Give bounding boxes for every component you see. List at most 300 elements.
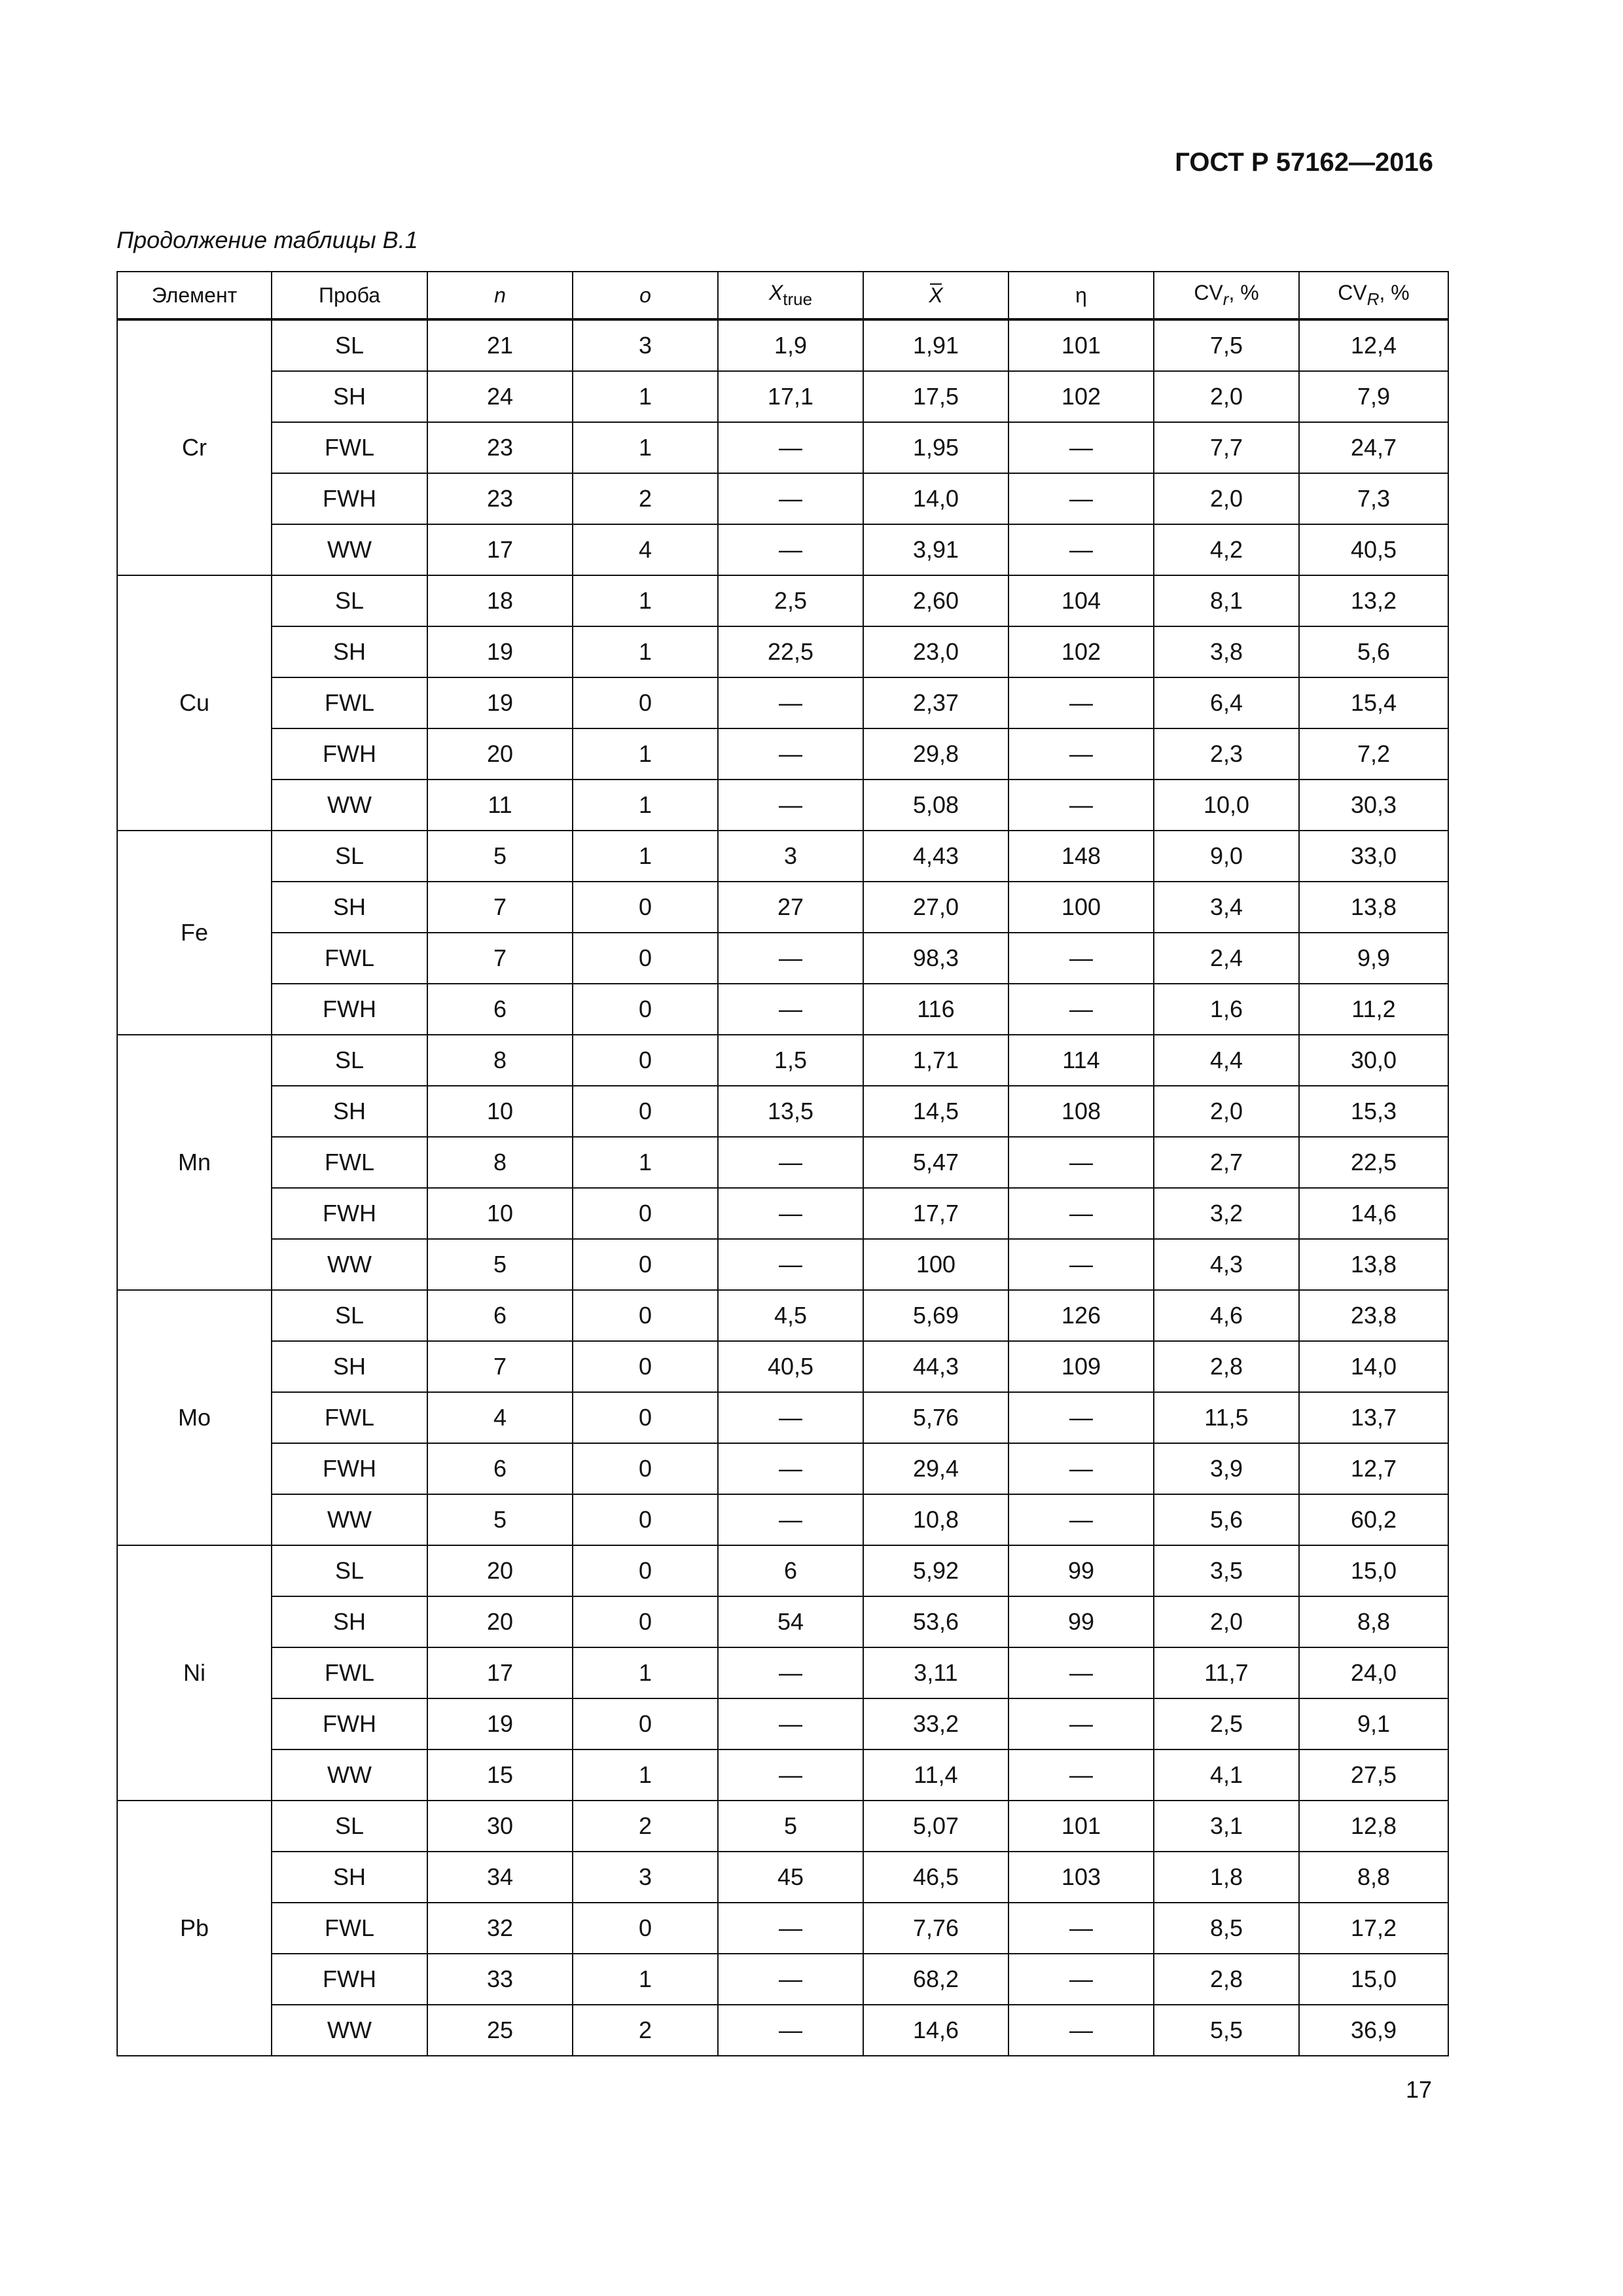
cvr-cell: 2,0 <box>1154 473 1299 524</box>
xtrue-cell: — <box>718 1188 863 1239</box>
xbar-cell: 5,47 <box>863 1137 1008 1188</box>
xtrue-cell: 40,5 <box>718 1341 863 1392</box>
xbar-cell: 1,71 <box>863 1035 1008 1086</box>
xtrue-cell: 13,5 <box>718 1086 863 1137</box>
o-cell: 1 <box>573 728 718 780</box>
eta-cell: — <box>1008 933 1154 984</box>
xbar-cell: 46,5 <box>863 1852 1008 1903</box>
sample-cell: FWH <box>272 1698 427 1749</box>
cvr-cell: 3,5 <box>1154 1545 1299 1596</box>
cvR-cell: 12,4 <box>1299 319 1448 371</box>
cvr-cell: 9,0 <box>1154 831 1299 882</box>
cvR-cell: 7,9 <box>1299 371 1448 422</box>
cvr-cell: 2,4 <box>1154 933 1299 984</box>
cvR-cell: 22,5 <box>1299 1137 1448 1188</box>
col-header-xbar-label: X <box>929 283 943 307</box>
sample-cell: WW <box>272 524 427 575</box>
n-cell: 17 <box>427 1647 573 1698</box>
n-cell: 25 <box>427 2005 573 2056</box>
xbar-cell: 68,2 <box>863 1954 1008 2005</box>
n-cell: 6 <box>427 984 573 1035</box>
xtrue-cell: — <box>718 1698 863 1749</box>
o-cell: 2 <box>573 473 718 524</box>
table-row <box>117 626 1448 677</box>
n-cell: 33 <box>427 1954 573 2005</box>
n-cell: 15 <box>427 1749 573 1801</box>
xtrue-cell: — <box>718 524 863 575</box>
sample-cell: SH <box>272 371 427 422</box>
cvR-cell: 27,5 <box>1299 1749 1448 1801</box>
n-cell: 23 <box>427 473 573 524</box>
cvR-cell: 5,6 <box>1299 626 1448 677</box>
xtrue-cell: — <box>718 933 863 984</box>
table-body <box>117 319 1448 2056</box>
o-cell: 0 <box>573 1341 718 1392</box>
eta-cell: 102 <box>1008 626 1154 677</box>
xbar-cell: 5,08 <box>863 780 1008 831</box>
xbar-cell: 23,0 <box>863 626 1008 677</box>
o-cell: 0 <box>573 677 718 728</box>
cvR-cell: 7,2 <box>1299 728 1448 780</box>
xtrue-cell: — <box>718 1239 863 1290</box>
cvr-cell: 10,0 <box>1154 780 1299 831</box>
xtrue-cell: — <box>718 473 863 524</box>
o-cell: 1 <box>573 626 718 677</box>
table-row <box>117 1392 1448 1443</box>
eta-cell: 126 <box>1008 1290 1154 1341</box>
xtrue-cell: — <box>718 1392 863 1443</box>
cvR-cell: 40,5 <box>1299 524 1448 575</box>
sample-cell: SH <box>272 1852 427 1903</box>
cvr-cell: 2,7 <box>1154 1137 1299 1188</box>
table-row <box>117 473 1448 524</box>
xtrue-cell: — <box>718 1903 863 1954</box>
sample-cell: FWL <box>272 1392 427 1443</box>
n-cell: 7 <box>427 1341 573 1392</box>
element-cell: Pb <box>117 1801 272 2056</box>
sample-cell: FWH <box>272 728 427 780</box>
o-cell: 0 <box>573 882 718 933</box>
n-cell: 11 <box>427 780 573 831</box>
cvr-cell: 11,7 <box>1154 1647 1299 1698</box>
xbar-cell: 14,6 <box>863 2005 1008 2056</box>
n-cell: 19 <box>427 1698 573 1749</box>
n-cell: 20 <box>427 1545 573 1596</box>
xbar-cell: 17,5 <box>863 371 1008 422</box>
table-row <box>117 1290 1448 1341</box>
cvR-cell: 8,8 <box>1299 1852 1448 1903</box>
n-cell: 20 <box>427 1596 573 1647</box>
cvr-cell: 8,5 <box>1154 1903 1299 1954</box>
table-row <box>117 677 1448 728</box>
eta-cell: 109 <box>1008 1341 1154 1392</box>
cvR-cell: 8,8 <box>1299 1596 1448 1647</box>
table-row <box>117 422 1448 473</box>
xtrue-cell: 27 <box>718 882 863 933</box>
col-header-element: Элемент <box>117 272 272 319</box>
sample-cell: WW <box>272 1749 427 1801</box>
o-cell: 1 <box>573 1137 718 1188</box>
eta-cell: — <box>1008 1239 1154 1290</box>
eta-cell: 148 <box>1008 831 1154 882</box>
eta-cell: — <box>1008 1954 1154 2005</box>
sample-cell: FWL <box>272 1903 427 1954</box>
sample-cell: FWH <box>272 473 427 524</box>
o-cell: 3 <box>573 319 718 371</box>
table-row <box>117 1749 1448 1801</box>
eta-cell: 103 <box>1008 1852 1154 1903</box>
xtrue-cell: 45 <box>718 1852 863 1903</box>
xbar-cell: 1,91 <box>863 319 1008 371</box>
col-header-xbar <box>863 272 1008 319</box>
cvR-cell: 7,3 <box>1299 473 1448 524</box>
cvr-cell: 3,8 <box>1154 626 1299 677</box>
cvr-cell: 6,4 <box>1154 677 1299 728</box>
xbar-cell: 14,0 <box>863 473 1008 524</box>
col-header-cvR-pre: CV <box>1338 281 1367 304</box>
col-header-o-label: o <box>639 283 651 307</box>
cvr-cell: 2,0 <box>1154 371 1299 422</box>
standard-code: ГОСТ Р 57162—2016 <box>1175 148 1433 177</box>
xbar-cell: 10,8 <box>863 1494 1008 1545</box>
table-row <box>117 780 1448 831</box>
cvr-cell: 4,6 <box>1154 1290 1299 1341</box>
sample-cell: SH <box>272 882 427 933</box>
xtrue-cell: 4,5 <box>718 1290 863 1341</box>
element-cell: Cr <box>117 319 272 575</box>
o-cell: 0 <box>573 1392 718 1443</box>
xbar-cell: 3,11 <box>863 1647 1008 1698</box>
eta-cell: — <box>1008 1698 1154 1749</box>
xtrue-cell: 22,5 <box>718 626 863 677</box>
xtrue-cell: — <box>718 1137 863 1188</box>
table-caption: Продолжение таблицы В.1 <box>116 226 418 253</box>
table-row <box>117 831 1448 882</box>
table-header <box>117 272 1448 319</box>
cvR-cell: 13,8 <box>1299 1239 1448 1290</box>
sample-cell: WW <box>272 2005 427 2056</box>
xtrue-cell: — <box>718 1647 863 1698</box>
xbar-cell: 2,37 <box>863 677 1008 728</box>
table-row <box>117 1954 1448 2005</box>
cvr-cell: 2,3 <box>1154 728 1299 780</box>
cvR-cell: 9,9 <box>1299 933 1448 984</box>
xbar-cell: 4,43 <box>863 831 1008 882</box>
xtrue-cell: — <box>718 422 863 473</box>
o-cell: 4 <box>573 524 718 575</box>
col-header-cvr-post: , % <box>1228 281 1259 304</box>
n-cell: 20 <box>427 728 573 780</box>
cvR-cell: 33,0 <box>1299 831 1448 882</box>
o-cell: 1 <box>573 831 718 882</box>
n-cell: 4 <box>427 1392 573 1443</box>
o-cell: 0 <box>573 1698 718 1749</box>
xtrue-cell: 1,5 <box>718 1035 863 1086</box>
n-cell: 32 <box>427 1903 573 1954</box>
eta-cell: — <box>1008 984 1154 1035</box>
xtrue-cell: 54 <box>718 1596 863 1647</box>
eta-cell: 104 <box>1008 575 1154 626</box>
sample-cell: WW <box>272 780 427 831</box>
sample-cell: SL <box>272 1035 427 1086</box>
n-cell: 10 <box>427 1086 573 1137</box>
cvR-cell: 12,8 <box>1299 1801 1448 1852</box>
xbar-cell: 98,3 <box>863 933 1008 984</box>
cvR-cell: 14,6 <box>1299 1188 1448 1239</box>
cvR-cell: 15,0 <box>1299 1545 1448 1596</box>
eta-cell: — <box>1008 1749 1154 1801</box>
cvR-cell: 23,8 <box>1299 1290 1448 1341</box>
sample-cell: FWH <box>272 1443 427 1494</box>
xtrue-cell: 6 <box>718 1545 863 1596</box>
n-cell: 30 <box>427 1801 573 1852</box>
table-row <box>117 1545 1448 1596</box>
xbar-cell: 7,76 <box>863 1903 1008 1954</box>
n-cell: 5 <box>427 1494 573 1545</box>
o-cell: 2 <box>573 1801 718 1852</box>
xbar-cell: 5,92 <box>863 1545 1008 1596</box>
cvr-cell: 11,5 <box>1154 1392 1299 1443</box>
eta-cell: 101 <box>1008 1801 1154 1852</box>
table-row <box>117 1852 1448 1903</box>
xtrue-cell: — <box>718 677 863 728</box>
sample-cell: SH <box>272 1086 427 1137</box>
table-row <box>117 1903 1448 1954</box>
col-header-cvr-pre: CV <box>1194 281 1223 304</box>
results-table <box>116 271 1449 2056</box>
o-cell: 1 <box>573 371 718 422</box>
cvr-cell: 8,1 <box>1154 575 1299 626</box>
xtrue-cell: 3 <box>718 831 863 882</box>
col-header-cvr-sub: r <box>1222 289 1229 309</box>
element-cell: Mn <box>117 1035 272 1290</box>
sample-cell: SL <box>272 1545 427 1596</box>
xtrue-cell: 2,5 <box>718 575 863 626</box>
xbar-cell: 5,76 <box>863 1392 1008 1443</box>
cvR-cell: 36,9 <box>1299 2005 1448 2056</box>
xtrue-cell: 1,9 <box>718 319 863 371</box>
o-cell: 0 <box>573 1239 718 1290</box>
cvr-cell: 2,0 <box>1154 1596 1299 1647</box>
xbar-cell: 116 <box>863 984 1008 1035</box>
table-row <box>117 575 1448 626</box>
sample-cell: WW <box>272 1239 427 1290</box>
col-header-cvr <box>1154 272 1299 319</box>
eta-cell: — <box>1008 1494 1154 1545</box>
element-cell: Mo <box>117 1290 272 1545</box>
table-row <box>117 1035 1448 1086</box>
table-row <box>117 1698 1448 1749</box>
table-row <box>117 1647 1448 1698</box>
xbar-cell: 5,69 <box>863 1290 1008 1341</box>
n-cell: 10 <box>427 1188 573 1239</box>
cvr-cell: 7,7 <box>1154 422 1299 473</box>
element-cell: Cu <box>117 575 272 831</box>
sample-cell: FWL <box>272 422 427 473</box>
table-row <box>117 1494 1448 1545</box>
element-cell: Ni <box>117 1545 272 1801</box>
eta-cell: — <box>1008 1137 1154 1188</box>
table-row <box>117 728 1448 780</box>
n-cell: 6 <box>427 1290 573 1341</box>
xtrue-cell: 17,1 <box>718 371 863 422</box>
cvr-cell: 5,5 <box>1154 2005 1299 2056</box>
o-cell: 0 <box>573 1443 718 1494</box>
n-cell: 8 <box>427 1035 573 1086</box>
cvr-cell: 7,5 <box>1154 319 1299 371</box>
sample-cell: SH <box>272 1596 427 1647</box>
n-cell: 21 <box>427 319 573 371</box>
xbar-cell: 1,95 <box>863 422 1008 473</box>
n-cell: 6 <box>427 1443 573 1494</box>
sample-cell: FWH <box>272 984 427 1035</box>
cvR-cell: 15,0 <box>1299 1954 1448 2005</box>
xtrue-cell: — <box>718 780 863 831</box>
o-cell: 0 <box>573 1290 718 1341</box>
cvr-cell: 2,8 <box>1154 1341 1299 1392</box>
cvr-cell: 2,0 <box>1154 1086 1299 1137</box>
cvR-cell: 30,0 <box>1299 1035 1448 1086</box>
eta-cell: — <box>1008 1392 1154 1443</box>
table-row <box>117 371 1448 422</box>
n-cell: 19 <box>427 677 573 728</box>
o-cell: 0 <box>573 1086 718 1137</box>
sample-cell: FWL <box>272 677 427 728</box>
o-cell: 1 <box>573 575 718 626</box>
n-cell: 8 <box>427 1137 573 1188</box>
page-number: 17 <box>1405 2076 1432 2103</box>
eta-cell: — <box>1008 1188 1154 1239</box>
xtrue-cell: — <box>718 1443 863 1494</box>
n-cell: 34 <box>427 1852 573 1903</box>
eta-cell: — <box>1008 422 1154 473</box>
o-cell: 0 <box>573 1903 718 1954</box>
cvR-cell: 24,7 <box>1299 422 1448 473</box>
eta-cell: 101 <box>1008 319 1154 371</box>
o-cell: 0 <box>573 1035 718 1086</box>
cvr-cell: 3,1 <box>1154 1801 1299 1852</box>
eta-cell: — <box>1008 728 1154 780</box>
o-cell: 1 <box>573 1954 718 2005</box>
col-header-sample: Проба <box>272 272 427 319</box>
sample-cell: SL <box>272 1290 427 1341</box>
o-cell: 0 <box>573 1188 718 1239</box>
xtrue-cell: 5 <box>718 1801 863 1852</box>
table-row <box>117 524 1448 575</box>
eta-cell: 100 <box>1008 882 1154 933</box>
o-cell: 1 <box>573 422 718 473</box>
xbar-cell: 100 <box>863 1239 1008 1290</box>
sample-cell: FWL <box>272 1137 427 1188</box>
o-cell: 3 <box>573 1852 718 1903</box>
n-cell: 24 <box>427 371 573 422</box>
table-row <box>117 1443 1448 1494</box>
col-header-n <box>427 272 573 319</box>
eta-cell: — <box>1008 473 1154 524</box>
xbar-cell: 27,0 <box>863 882 1008 933</box>
col-header-xtrue-main: X <box>768 281 783 304</box>
xtrue-cell: — <box>718 728 863 780</box>
eta-cell: — <box>1008 780 1154 831</box>
xtrue-cell: — <box>718 2005 863 2056</box>
cvR-cell: 60,2 <box>1299 1494 1448 1545</box>
table-row <box>117 1137 1448 1188</box>
eta-cell: — <box>1008 677 1154 728</box>
xbar-cell: 14,5 <box>863 1086 1008 1137</box>
table-row <box>117 882 1448 933</box>
eta-cell: 114 <box>1008 1035 1154 1086</box>
col-header-cvR-sub: R <box>1366 289 1380 309</box>
xbar-cell: 29,8 <box>863 728 1008 780</box>
sample-cell: SL <box>272 319 427 371</box>
cvR-cell: 9,1 <box>1299 1698 1448 1749</box>
cvr-cell: 4,1 <box>1154 1749 1299 1801</box>
eta-cell: — <box>1008 1647 1154 1698</box>
cvR-cell: 14,0 <box>1299 1341 1448 1392</box>
n-cell: 5 <box>427 831 573 882</box>
eta-cell: — <box>1008 524 1154 575</box>
table-row <box>117 1086 1448 1137</box>
col-header-xtrue <box>718 272 863 319</box>
n-cell: 7 <box>427 933 573 984</box>
cvr-cell: 4,4 <box>1154 1035 1299 1086</box>
eta-cell: 99 <box>1008 1545 1154 1596</box>
n-cell: 5 <box>427 1239 573 1290</box>
n-cell: 23 <box>427 422 573 473</box>
col-header-o <box>573 272 718 319</box>
xtrue-cell: — <box>718 1494 863 1545</box>
table-row <box>117 1341 1448 1392</box>
eta-cell: 99 <box>1008 1596 1154 1647</box>
o-cell: 2 <box>573 2005 718 2056</box>
cvr-cell: 4,3 <box>1154 1239 1299 1290</box>
o-cell: 1 <box>573 780 718 831</box>
table-row <box>117 319 1448 371</box>
cvR-cell: 17,2 <box>1299 1903 1448 1954</box>
xtrue-cell: — <box>718 1749 863 1801</box>
o-cell: 0 <box>573 1494 718 1545</box>
cvr-cell: 2,5 <box>1154 1698 1299 1749</box>
cvr-cell: 3,9 <box>1154 1443 1299 1494</box>
o-cell: 0 <box>573 933 718 984</box>
xbar-cell: 2,60 <box>863 575 1008 626</box>
element-cell: Fe <box>117 831 272 1035</box>
cvR-cell: 11,2 <box>1299 984 1448 1035</box>
table-row <box>117 984 1448 1035</box>
cvr-cell: 3,2 <box>1154 1188 1299 1239</box>
sample-cell: SL <box>272 575 427 626</box>
xtrue-cell: — <box>718 984 863 1035</box>
cvr-cell: 5,6 <box>1154 1494 1299 1545</box>
table-row <box>117 2005 1448 2056</box>
cvR-cell: 13,7 <box>1299 1392 1448 1443</box>
n-cell: 7 <box>427 882 573 933</box>
table-row <box>117 1596 1448 1647</box>
xbar-cell: 44,3 <box>863 1341 1008 1392</box>
cvr-cell: 4,2 <box>1154 524 1299 575</box>
o-cell: 0 <box>573 1596 718 1647</box>
o-cell: 1 <box>573 1647 718 1698</box>
xbar-cell: 5,07 <box>863 1801 1008 1852</box>
sample-cell: SH <box>272 1341 427 1392</box>
n-cell: 18 <box>427 575 573 626</box>
cvR-cell: 13,2 <box>1299 575 1448 626</box>
cvR-cell: 24,0 <box>1299 1647 1448 1698</box>
cvr-cell: 2,8 <box>1154 1954 1299 2005</box>
xbar-cell: 11,4 <box>863 1749 1008 1801</box>
xbar-cell: 53,6 <box>863 1596 1008 1647</box>
cvr-cell: 1,6 <box>1154 984 1299 1035</box>
